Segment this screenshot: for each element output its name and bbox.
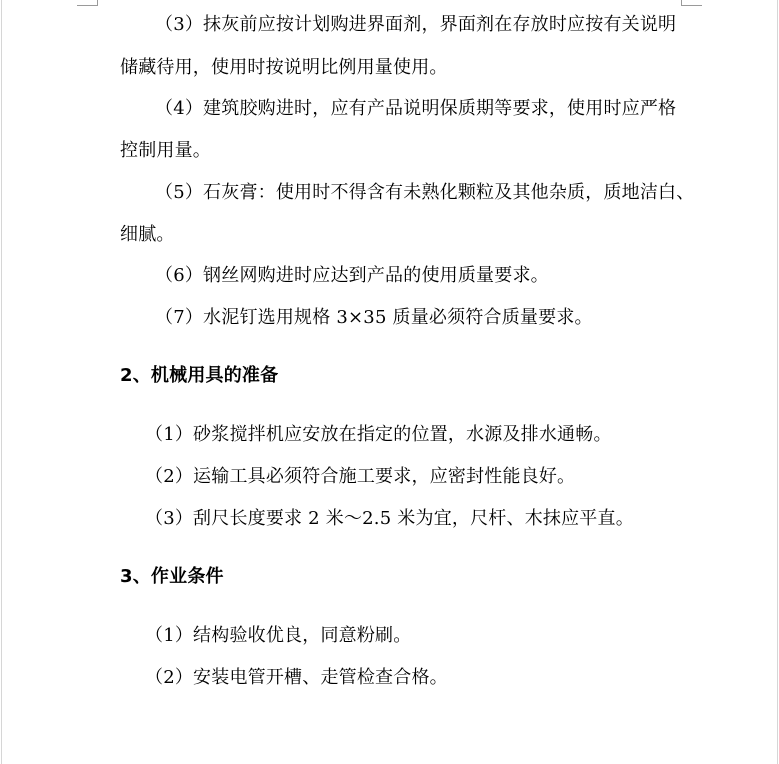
margin-corner-mark-left xyxy=(97,0,98,6)
material-item-3-line1: （3）抹灰前应按计划购进界面剂，界面剂在存放时应按有关说明 xyxy=(155,14,677,35)
page-left-edge xyxy=(1,0,2,764)
work-condition-item-2: （2）安装电管开槽、走管检查合格。 xyxy=(145,667,448,688)
material-item-4-line2: 控制用量。 xyxy=(120,140,211,161)
machinery-item-3: （3）刮尺长度要求 2 米～2.5 米为宜，尺杆、木抹应平直。 xyxy=(145,508,634,529)
material-item-3-line2: 储藏待用，使用时按说明比例用量使用。 xyxy=(120,57,448,78)
material-item-5-line1: （5）石灰膏：使用时不得含有未熟化颗粒及其他杂质，质地洁白、 xyxy=(155,182,695,203)
material-item-5-line2: 细腻。 xyxy=(120,224,175,245)
page-right-edge xyxy=(777,0,778,764)
margin-corner-mark-left-h xyxy=(77,5,97,6)
machinery-item-1: （1）砂浆搅拌机应安放在指定的位置，水源及排水通畅。 xyxy=(145,424,612,445)
section-heading-work-conditions: 3、作业条件 xyxy=(120,566,224,587)
work-condition-item-1: （1）结构验收优良，同意粉刷。 xyxy=(145,625,412,646)
margin-corner-mark-right-h xyxy=(682,5,702,6)
material-item-7: （7）水泥钉选用规格 3×35 质量必须符合质量要求。 xyxy=(155,307,593,328)
material-item-4-line1: （4）建筑胶购进时，应有产品说明保质期等要求，使用时应严格 xyxy=(155,98,677,119)
section-heading-machinery: 2、机械用具的准备 xyxy=(120,365,279,386)
material-item-6: （6）钢丝网购进时应达到产品的使用质量要求。 xyxy=(155,265,549,286)
machinery-item-2: （2）运输工具必须符合施工要求，应密封性能良好。 xyxy=(145,466,576,487)
